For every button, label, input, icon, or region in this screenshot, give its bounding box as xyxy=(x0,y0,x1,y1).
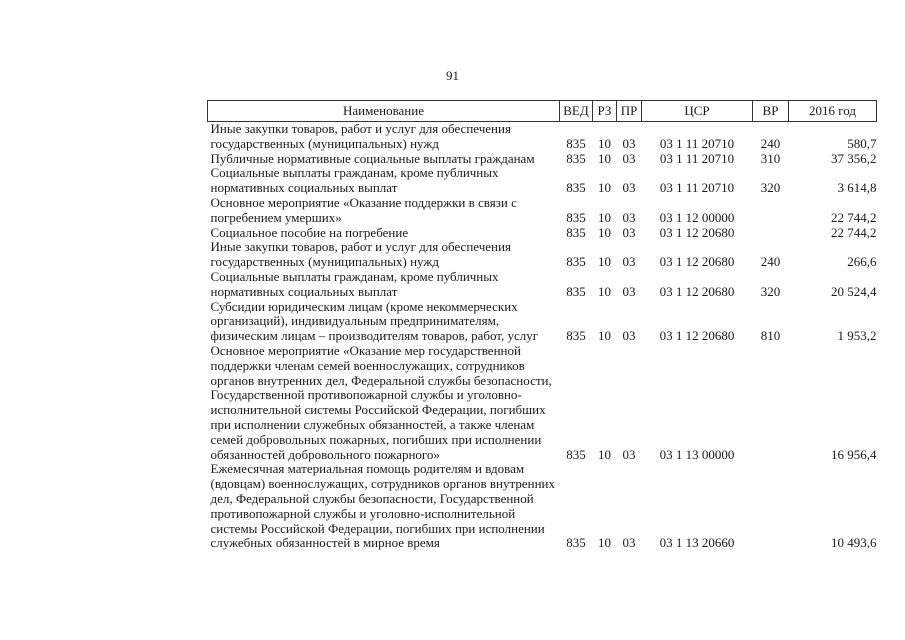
header-vr: ВР xyxy=(753,101,789,122)
row-name xyxy=(208,122,560,152)
row-name xyxy=(208,462,560,551)
row-csr: 03 1 13 00000 xyxy=(659,446,735,462)
row-name-line: государственных (муниципальных) нужд xyxy=(210,135,439,151)
row-vr: 240 xyxy=(760,135,781,151)
row-name-line: обязанностей добровольного пожарного» xyxy=(210,446,440,462)
row-name-line: системы Российской Федерации, погибших при исполнении xyxy=(210,520,545,536)
table-row xyxy=(208,300,877,344)
row-vr xyxy=(753,344,789,462)
row-rz: 10 xyxy=(598,209,611,225)
row-name-line: организаций), индивидуальным предпринимателям, xyxy=(210,313,500,329)
row-csr: 03 1 13 20660 xyxy=(659,535,735,551)
budget-table xyxy=(207,100,877,551)
row-ved: 835 xyxy=(566,180,586,196)
row-ved: 835 xyxy=(566,135,586,151)
row-ved: 835 xyxy=(566,535,586,551)
row-pr: 03 xyxy=(622,180,636,196)
row-pr: 03 xyxy=(622,209,636,225)
table-row xyxy=(208,270,877,300)
table-row xyxy=(208,166,877,196)
row-csr: 03 1 11 20710 xyxy=(659,150,735,166)
row-ved: 835 xyxy=(566,150,586,166)
row-amount: 3 614,8 xyxy=(837,180,877,196)
row-name xyxy=(208,240,560,270)
row-name xyxy=(208,226,560,241)
row-name-line: погребением умерших» xyxy=(210,209,342,225)
row-name-line: Социальные выплаты гражданам, кроме публичных xyxy=(210,268,499,284)
row-name-line: государственных (муниципальных) нужд xyxy=(210,254,439,270)
row-name-line: Социальные выплаты гражданам, кроме публичных xyxy=(210,165,499,181)
row-ved: 835 xyxy=(566,283,586,299)
row-amount: 16 956,4 xyxy=(831,446,877,462)
row-name-line: Основное мероприятие «Оказание мер государственной xyxy=(210,342,521,358)
table-row xyxy=(208,152,877,167)
row-name-line: служебных обязанностей в мирное время xyxy=(210,535,440,551)
header-pr: ПР xyxy=(617,101,642,122)
row-csr: 03 1 12 20680 xyxy=(659,328,735,344)
row-vr xyxy=(753,196,789,226)
row-name-line: дел, Федеральной службы безопасности, Государственной xyxy=(210,490,534,506)
row-name-line: нормативных социальных выплат xyxy=(210,180,398,196)
row-name-line: Субсидии юридическим лицам (кроме некоммерческих xyxy=(210,298,518,314)
row-name-line: Ежемесячная материальная помощь родителям и вдовам xyxy=(210,461,525,477)
row-amount: 20 524,4 xyxy=(831,283,877,299)
row-ved: 835 xyxy=(566,328,586,344)
table-header-row xyxy=(208,101,877,122)
row-name-line: семей добровольных пожарных, погибших при исполнении xyxy=(210,431,542,447)
row-name-line: Иные закупки товаров, работ и услуг для обеспечения xyxy=(210,239,511,255)
row-amount: 10 493,6 xyxy=(831,535,877,551)
row-pr: 03 xyxy=(622,283,636,299)
row-name xyxy=(208,152,560,167)
row-vr: 240 xyxy=(760,254,781,270)
row-vr: 320 xyxy=(760,283,781,299)
row-rz: 10 xyxy=(598,135,611,151)
row-vr: 810 xyxy=(760,328,781,344)
row-rz: 10 xyxy=(598,224,611,240)
table-row xyxy=(208,344,877,462)
row-name xyxy=(208,300,560,344)
row-csr: 03 1 12 20680 xyxy=(659,224,735,240)
row-rz: 10 xyxy=(598,180,611,196)
row-ved: 835 xyxy=(566,446,586,462)
header-ved: ВЕД xyxy=(560,101,593,122)
row-vr: 310 xyxy=(760,150,781,166)
row-amount: 37 356,2 xyxy=(831,150,877,166)
row-name-line: поддержки членам семей военнослужащих, сотрудников xyxy=(210,357,525,373)
row-amount: 22 744,2 xyxy=(831,209,877,225)
row-name-line: нормативных социальных выплат xyxy=(210,283,398,299)
row-csr: 03 1 11 20710 xyxy=(659,135,735,151)
row-rz: 10 xyxy=(598,446,611,462)
row-amount: 266,6 xyxy=(847,254,877,270)
page-number: 91 xyxy=(446,68,459,83)
row-name-line: органов внутренних дел, Федеральной службы безопасности, xyxy=(210,372,552,388)
row-rz: 10 xyxy=(598,328,611,344)
header-year: 2016 год xyxy=(789,101,877,122)
row-amount: 1 953,2 xyxy=(837,328,877,344)
table-row xyxy=(208,196,877,226)
row-pr: 03 xyxy=(622,535,636,551)
row-ved: 835 xyxy=(566,224,586,240)
row-name-line: исполнительной системы Российской Федерации, погибших xyxy=(210,402,546,418)
table-row xyxy=(208,226,877,241)
row-ved: 835 xyxy=(566,209,586,225)
row-amount: 580,7 xyxy=(847,135,877,151)
row-csr: 03 1 11 20710 xyxy=(659,180,735,196)
row-pr: 03 xyxy=(622,150,636,166)
row-name-line: противопожарной службы и уголовно-исполнительной xyxy=(210,505,516,521)
row-rz: 10 xyxy=(598,535,611,551)
header-name: Наименование xyxy=(208,101,560,122)
row-name xyxy=(208,166,560,196)
row-name xyxy=(208,196,560,226)
row-csr: 03 1 12 00000 xyxy=(659,209,735,225)
row-pr: 03 xyxy=(622,328,636,344)
header-csr: ЦСР xyxy=(642,101,753,122)
row-pr: 03 xyxy=(622,254,636,270)
row-amount: 22 744,2 xyxy=(831,224,877,240)
table-row xyxy=(208,240,877,270)
row-name-line: (вдовцам) военнослужащих, сотрудников органов внутренних xyxy=(210,476,555,492)
row-pr: 03 xyxy=(622,446,636,462)
row-vr xyxy=(753,462,789,551)
header-rz: РЗ xyxy=(593,101,617,122)
row-csr: 03 1 12 20680 xyxy=(659,254,735,270)
row-name-line: Иные закупки товаров, работ и услуг для обеспечения xyxy=(210,121,511,136)
table-row xyxy=(208,122,877,152)
row-name-line: Государственной противопожарной службы и уголовно- xyxy=(210,387,522,403)
row-csr: 03 1 12 20680 xyxy=(659,283,735,299)
row-vr: 320 xyxy=(760,180,781,196)
row-name-line: при исполнении служебных обязанностей, а также членам xyxy=(210,416,535,432)
row-pr: 03 xyxy=(622,224,636,240)
row-name-line: Публичные нормативные социальные выплаты гражданам xyxy=(210,150,535,166)
row-name-line: Социальное пособие на погребение xyxy=(210,224,409,240)
row-rz: 10 xyxy=(598,254,611,270)
row-ved: 835 xyxy=(566,254,586,270)
row-vr xyxy=(753,226,789,241)
row-pr: 03 xyxy=(622,135,636,151)
row-name-line: физическим лицам – производителям товаров, работ, услуг xyxy=(210,328,539,344)
table-row xyxy=(208,462,877,551)
row-name-line: Основное мероприятие «Оказание поддержки в связи с xyxy=(210,194,517,210)
row-rz: 10 xyxy=(598,150,611,166)
row-name xyxy=(208,344,560,462)
row-rz: 10 xyxy=(598,283,611,299)
row-name xyxy=(208,270,560,300)
